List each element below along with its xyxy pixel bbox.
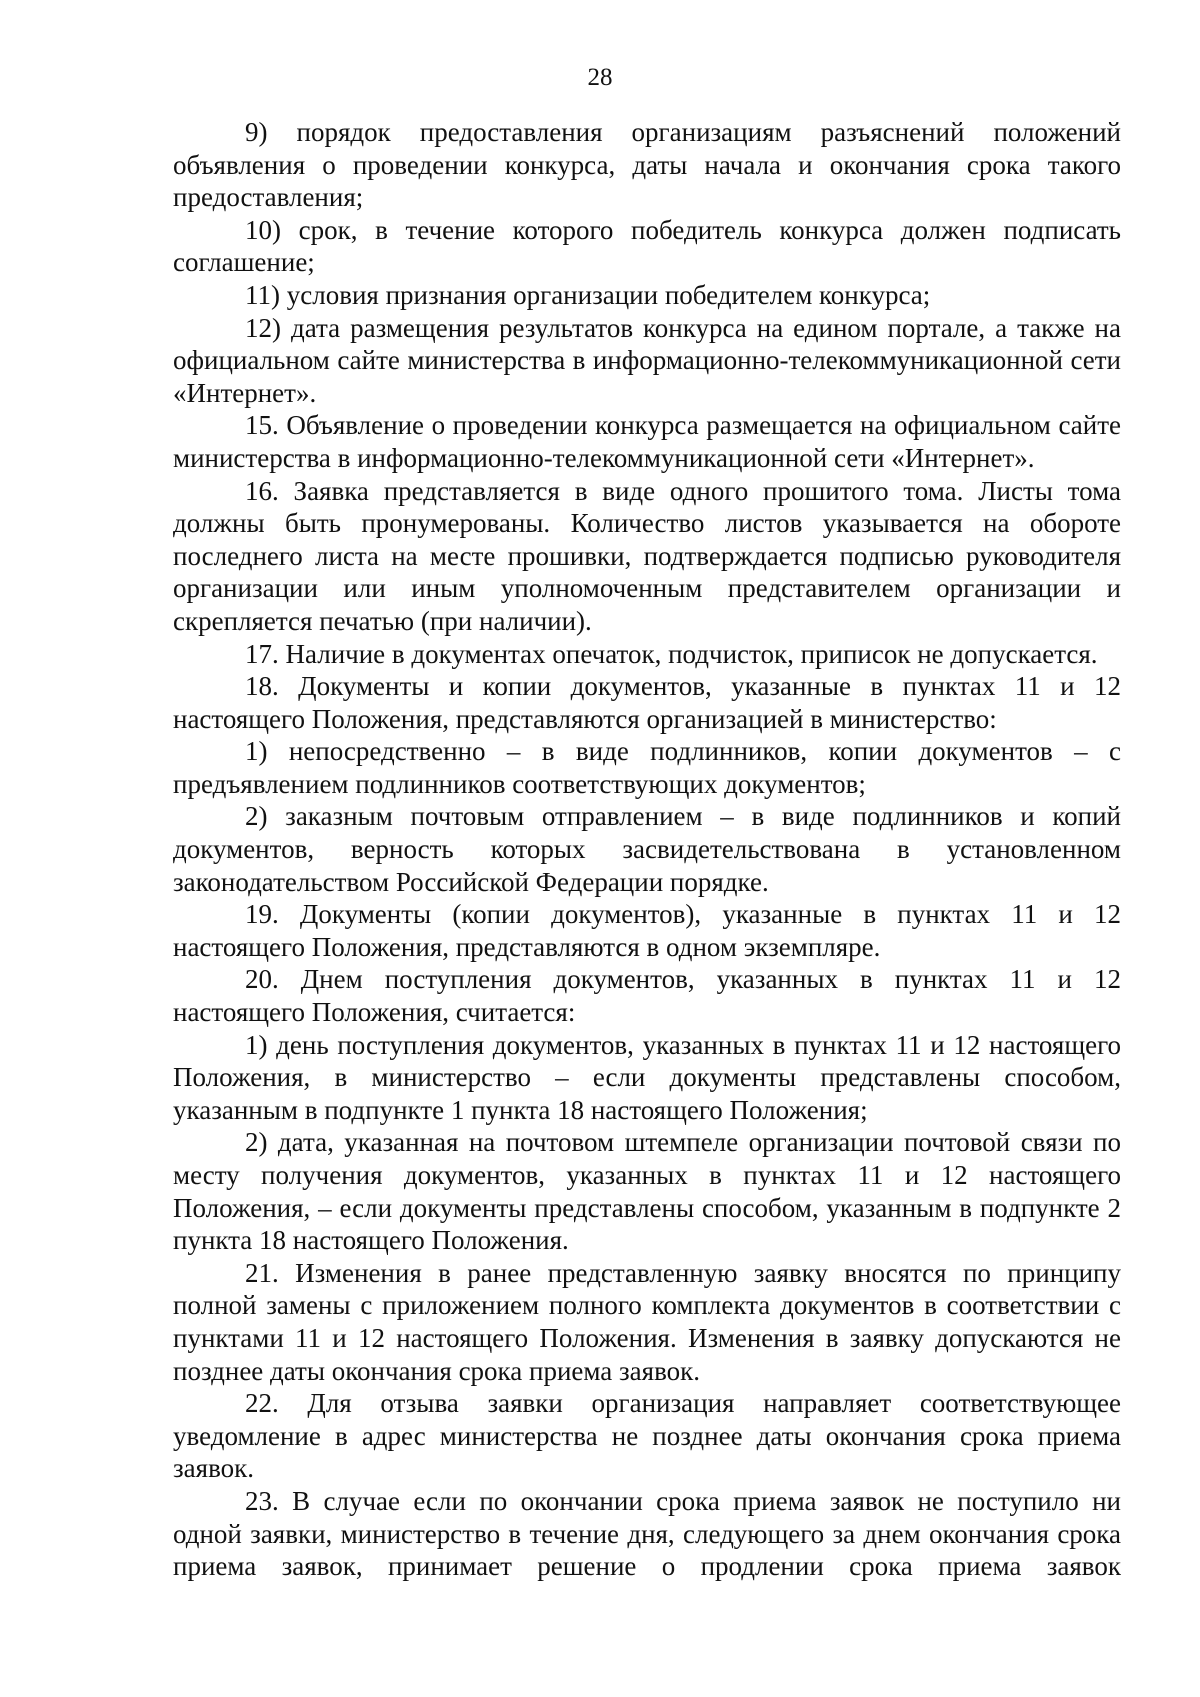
paragraph-18-item-2: 2) заказным почтовым отправлением – в виде подлинников и копий документов, верность которых засвидетельствована в установленном законодательством Российской Федерации порядке. <box>173 801 1121 897</box>
paragraph-18-item-1: 1) непосредственно – в виде подлинников, копии документов – с предъявлением подлинников соответствующих документов; <box>173 736 1121 799</box>
paragraph-23: 23. В случае если по окончании срока приема заявок не поступило ни одной заявки, министерство в течение дня, следующего за днем окончания срока приема заявок, принимает решение о продлении срока приема заявок <box>173 1485 1121 1582</box>
paragraph-16: 16. Заявка представляется в виде одного прошитого тома. Листы тома должны быть пронумерованы. Количество листов указывается на обороте последнего листа на месте прошивки, подтверждается подписью руководителя организации или иным уполномоченным представителем организации и скрепляется печатью (при наличии). <box>173 475 1121 636</box>
paragraph-item-10: 10) срок, в течение которого победитель конкурса должен подписать соглашение; <box>173 214 1121 278</box>
paragraph-20: 20. Днем поступления документов, указанных в пунктах 11 и 12 настоящего Положения, считается: <box>173 964 1121 1028</box>
paragraph-item-11: 11) условия признания организации победителем конкурса; <box>245 279 931 310</box>
paragraph-19: 19. Документы (копии документов), указанные в пунктах 11 и 12 настоящего Положения, представляются в одном экземпляре. <box>173 899 1121 962</box>
paragraph-item-12: 12) дата размещения результатов конкурса на едином портале, а также на официальном сайте министерства в информационно-телекоммуникационной сети «Интернет». <box>173 312 1121 408</box>
paragraph-21: 21. Изменения в ранее представленную заявку вносятся по принципу полной замены с приложением полного комплекта документов в соответствии с пунктами 11 и 12 настоящего Положения. Изменения в заявку допускаются не позднее даты окончания срока приема заявок. <box>173 1257 1121 1386</box>
paragraph-20-item-2: 2) дата, указанная на почтовом штемпеле организации почтовой связи по месту получения документов, указанных в пунктах 11 и 12 настоящего Положения, – если документы представлены способом, указанным в подпункте 2 пункта 18 настоящего Положения. <box>173 1127 1121 1256</box>
paragraph-20-item-1: 1) день поступления документов, указанных в пунктах 11 и 12 настоящего Положения, в министерство – если документы представлены способом, указанным в подпункте 1 пункта 18 настоящего Положения; <box>173 1029 1121 1125</box>
paragraph-15: 15. Объявление о проведении конкурса размещается на официальном сайте министерства в информационно-телекоммуникационной сети «Интернет». <box>173 410 1121 473</box>
page-number: 28 <box>587 64 613 91</box>
paragraph-18: 18. Документы и копии документов, указанные в пунктах 11 и 12 настоящего Положения, представляются организацией в министерство: <box>173 671 1121 734</box>
paragraph-17: 17. Наличие в документах опечаток, подчисток, приписок не допускается. <box>245 638 1098 669</box>
paragraph-22: 22. Для отзыва заявки организация направляет соответствующее уведомление в адрес министерства не позднее даты окончания срока приема заявок. <box>173 1388 1121 1484</box>
document-body <box>173 116 1121 1583</box>
paragraph-item-9: 9) порядок предоставления организациям разъяснений положений объявления о проведении конкурса, даты начала и окончания срока такого предоставления; <box>173 117 1121 213</box>
